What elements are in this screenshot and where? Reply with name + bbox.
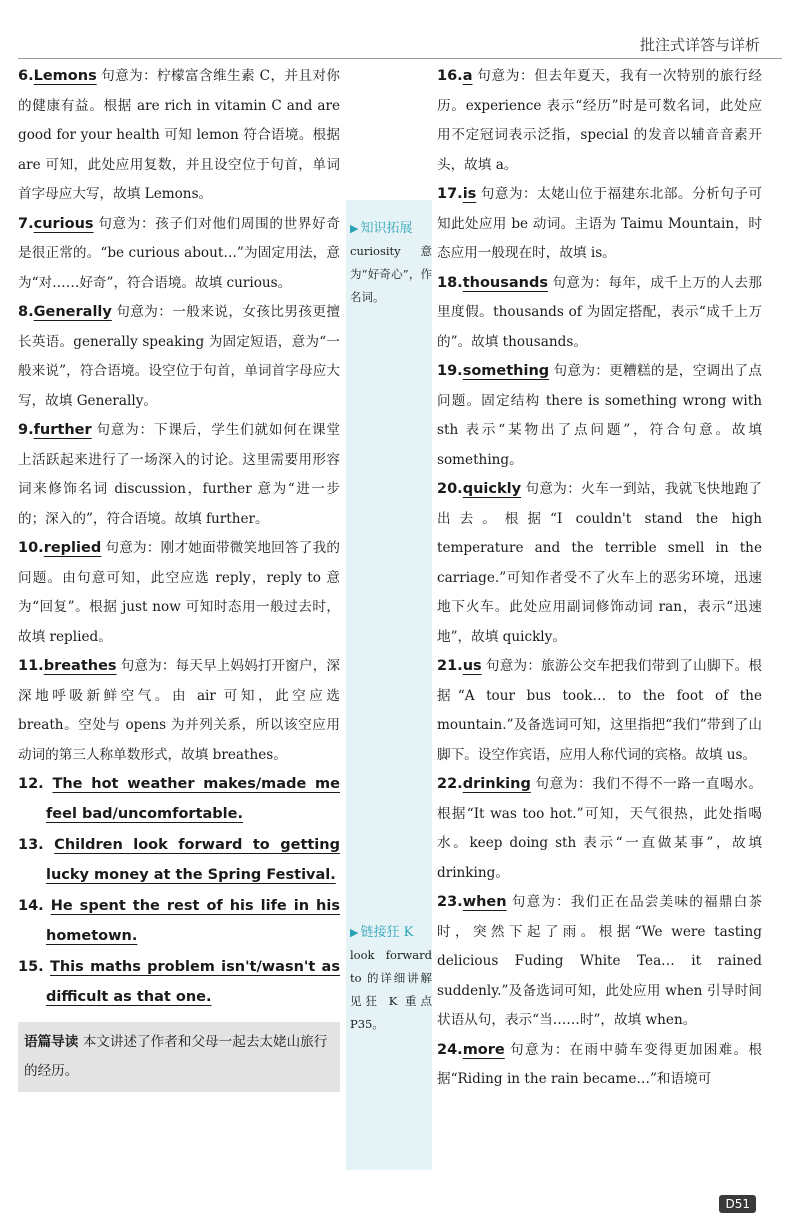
entry-number: 7. [18,215,34,232]
answer-entry-9 [18,416,340,534]
entry-number: 14. [18,898,44,914]
entry-number: 10. [18,540,44,556]
answer-word: replied [43,540,102,556]
reading-guide-label: 语篇导读 [24,1034,79,1050]
answer-sentence: The hot weather makes/made me feel bad/uncomfortable. [46,776,340,822]
entry-number: 16. [437,68,463,84]
answer-entry-7 [18,210,340,299]
answer-word: is [462,186,477,202]
page-header-title: 批注式详答与详析 [639,36,760,54]
answer-word: thousands [462,274,548,291]
answer-word: Lemons [33,68,97,84]
answer-word: curious [33,215,94,232]
answer-entry-10 [18,534,340,652]
explanation-text: 句意为：更糟糕的是，空调出了点问题。固定结构 there is something wrong with sth 表示“某物出了点问题”，符合句意。故填 something。 [437,363,762,468]
sentence-answer-13 [18,831,340,890]
answer-entry-21 [437,652,762,770]
explanation-text: 句意为：我们不得不一路一直喝水。根据“It was too hot.”可知，天气很热，此处指喝水。keep doing sth 表示“一直做某事”，故填 drinking。 [437,776,762,881]
arrow-icon: ▶ [350,926,359,939]
answer-entry-17 [437,180,762,269]
answer-word: Generally [33,304,112,320]
answer-word: further [33,422,92,438]
entry-number: 15. [18,959,44,975]
entry-number: 13. [18,837,44,853]
explanation-text: 句意为：太姥山位于福建东北部。分析句子可知此处应用 be 动词。主语为 Taimu Mountain，时态应用一般现在时，故填 is。 [437,186,762,261]
entry-number: 23. [437,894,463,910]
explanation-text: 句意为：旅游公交车把我们带到了山脚下。根据“A tour bus took… to the foot of the mountain.”及备选词可知，这里指把“我们”带到了山脚下。设空作宾语，应用人称代词的宾格。故填 us。 [437,658,762,763]
answer-entry-11 [18,652,340,770]
answer-entry-6 [18,62,340,210]
answer-entry-8 [18,298,340,416]
explanation-text: 句意为：在雨中骑车变得更加困难。根据“Riding in the rain became…”和语境可 [437,1041,762,1087]
answer-word: breathes [43,658,117,674]
sentence-answer-14 [18,892,340,951]
answer-sentence: This maths problem isn't/wasn't as difficult as that one. [46,959,340,1005]
explanation-text: 句意为：柠檬富含维生素 C，并且对你的健康有益。根据 are rich in vitamin C and are good for your health 可知 lemon 符合语境。根据 are 可知，此处应用复数，并且设空位于句首，单词首字母应大写，故填 Lemons。 [18,68,340,202]
answer-word: us [462,658,482,674]
entry-number: 24. [437,1041,463,1058]
right-column [437,62,762,1095]
answer-entry-22 [437,770,762,888]
note-title: ▶ 知识拓展 [350,221,413,236]
entry-number: 17. [437,186,463,202]
answer-entry-24 [437,1036,762,1095]
answer-word: something [462,363,550,379]
answer-entry-23 [437,888,762,1036]
answer-word: when [462,894,507,910]
arrow-icon: ▶ [350,222,359,235]
answer-word: quickly [462,481,522,497]
explanation-text: 句意为：下课后，学生们就如何在课堂上活跃起来进行了一场深入的讨论。这里需要用形容词来修饰名词 discussion，further 意为“进一步的；深入的”，符合语境。故填 further。 [18,422,340,527]
reading-guide-text: 本文讲述了作者和父母一起去太姥山旅行的经历。 [24,1034,328,1079]
explanation-text: 句意为：刚才她面带微笑地回答了我的问题。由句意可知，此空应选 reply，reply to 意为“回复”。根据 just now 可知时态用一般过去时，故填 replied。 [18,540,340,645]
entry-number: 22. [437,776,463,792]
answer-entry-18 [437,269,762,358]
explanation-text: 句意为：火车一到站，我就飞快地跑了出去。根据“I couldn't stand the high temperature and the terrible smell in the carriage.”可知作者受不了火车上的恶劣环境，迅速地下火车。此处应用副词修饰动词 ran，表示“迅速地”，故填 quickly。 [437,481,762,645]
page-number-badge: D51 [719,1195,756,1213]
answer-sentence: He spent the rest of his life in his hometown. [46,898,340,944]
note-title: ▶ 链接狂 K [350,925,414,940]
explanation-text: 句意为：每天早上妈妈打开窗户，深深地呼吸新鲜空气。由 air 可知，此空应选 breath。空处与 opens 为并列关系，所以该空应用动词的第三人称单数形式，故填 breathes。 [18,658,340,763]
entry-number: 19. [437,363,463,379]
explanation-text: 句意为：我们正在品尝美味的福鼎白茶时，突然下起了雨。根据“We were tasting delicious Fuding White Tea… it rained suddenly.”及备选词可知，此处应用 when 引导时间状语从句，表示“当……时”，故填 when。 [437,894,762,1028]
answer-word: more [462,1041,505,1058]
entry-number: 6. [18,68,34,84]
entry-number: 21. [437,658,463,674]
note-text: look forward to 的详细讲解见狂 K 重点 P35。 [350,948,432,1031]
note-text: curiosity 意为“好奇心”，作名词。 [350,244,432,304]
entry-number: 11. [18,658,44,674]
reading-guide-box [18,1022,340,1092]
entry-number: 20. [437,481,463,497]
entry-number: 8. [18,304,34,320]
left-column [18,62,340,1092]
answer-entry-16 [437,62,762,180]
explanation-text: 句意为：每年，成千上万的人去那里度假。thousands of 为固定搭配，表示“成千上万的”。故填 thousands。 [437,274,762,350]
explanation-text: 句意为：孩子们对他们周围的世界好奇是很正常的。“be curious about…”为固定用法，意为“对……好奇”，符合语境。故填 curious。 [18,215,340,291]
answer-entry-20 [437,475,762,652]
answer-entry-19 [437,357,762,475]
explanation-text: 句意为：但去年夏天，我有一次特别的旅行经历。experience 表示“经历”时是可数名词，此处应用不定冠词表示泛指，special 的发音以辅音音素开头，故填 a。 [437,68,762,173]
entry-number: 9. [18,422,34,438]
entry-number: 12. [18,776,44,792]
sentence-answer-15 [18,953,340,1012]
sentence-answer-12 [18,770,340,829]
explanation-text: 句意为：一般来说，女孩比男孩更擅长英语。generally speaking 为固定短语，意为“一般来说”，符合语境。设空位于句首，单词首字母应大写，故填 Generally。 [18,304,340,409]
header-divider [18,58,782,59]
link-reference-note [350,922,432,1036]
answer-word: a [462,68,473,84]
entry-number: 18. [437,274,463,291]
knowledge-extension-note [350,218,432,309]
answer-word: drinking [462,776,531,792]
answer-sentence: Children look forward to getting lucky money at the Spring Festival. [46,837,340,883]
